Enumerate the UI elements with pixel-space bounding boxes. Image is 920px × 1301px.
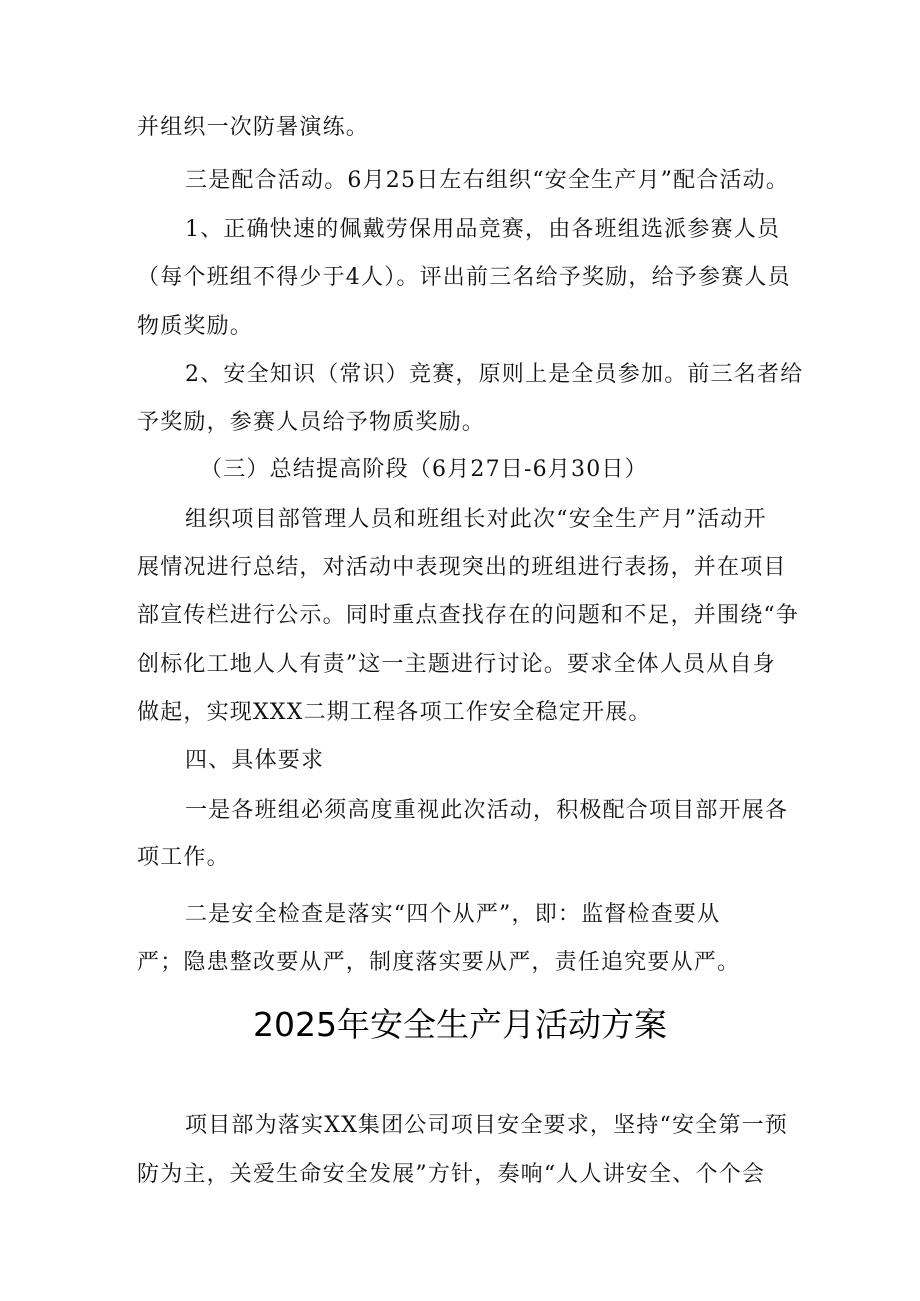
text-line: 予奖励，参赛人员给予物质奖励。 [137,410,486,435]
section-heading: 四、具体要求 [185,748,325,773]
text-line: 二是安全检查是落实“四个从严”，即：监督检查要从 [185,902,721,927]
text-line: 严；隐患整改要从严，制度落实要从严，责任追究要从严。 [137,950,741,975]
text-line: 2、安全知识（常识）竞赛，原则上是全员参加。前三名者给 [185,362,804,387]
section-heading: （三）总结提高阶段（6月27日-6月30日） [200,457,648,482]
text-line: 部宣传栏进行公示。同时重点查找存在的问题和不足，并围绕“争 [137,603,800,628]
text-line: 项工作。 [137,845,230,870]
text-line: 物质奖励。 [137,314,254,339]
text-line: 并组织一次防暑演练。 [137,115,370,140]
text-line: 组织项目部管理人员和班组长对此次“安全生产月”活动开 [185,507,767,532]
text-line: 做起，实现XXX二期工程各项工作安全稳定开展。 [137,700,652,725]
text-line: 创标化工地人人有责”这一主题进行讨论。要求全体人员从自身 [137,652,776,677]
document-title: 2025年安全生产月活动方案 [253,1005,667,1044]
text-line: 展情况进行总结，对活动中表现突出的班组进行表扬，并在项目 [137,555,787,580]
text-line: 1、正确快速的佩戴劳保用品竞赛，由各班组选派参赛人员 [185,217,781,242]
text-line: 防为主，关爱生命安全发展”方针，奏响“人人讲安全、个个会 [137,1162,766,1187]
text-line: 一是各班组必须高度重视此次活动，积极配合项目部开展各 [185,798,789,823]
text-line: 项目部为落实XX集团公司项目安全要求，坚持“安全第一预 [185,1113,788,1138]
text-line: 三是配合活动。6月25日左右组织“安全生产月”配合活动。 [185,168,790,193]
text-line: （每个班组不得少于4人）。评出前三名给予奖励，给予参赛人员 [137,265,791,290]
